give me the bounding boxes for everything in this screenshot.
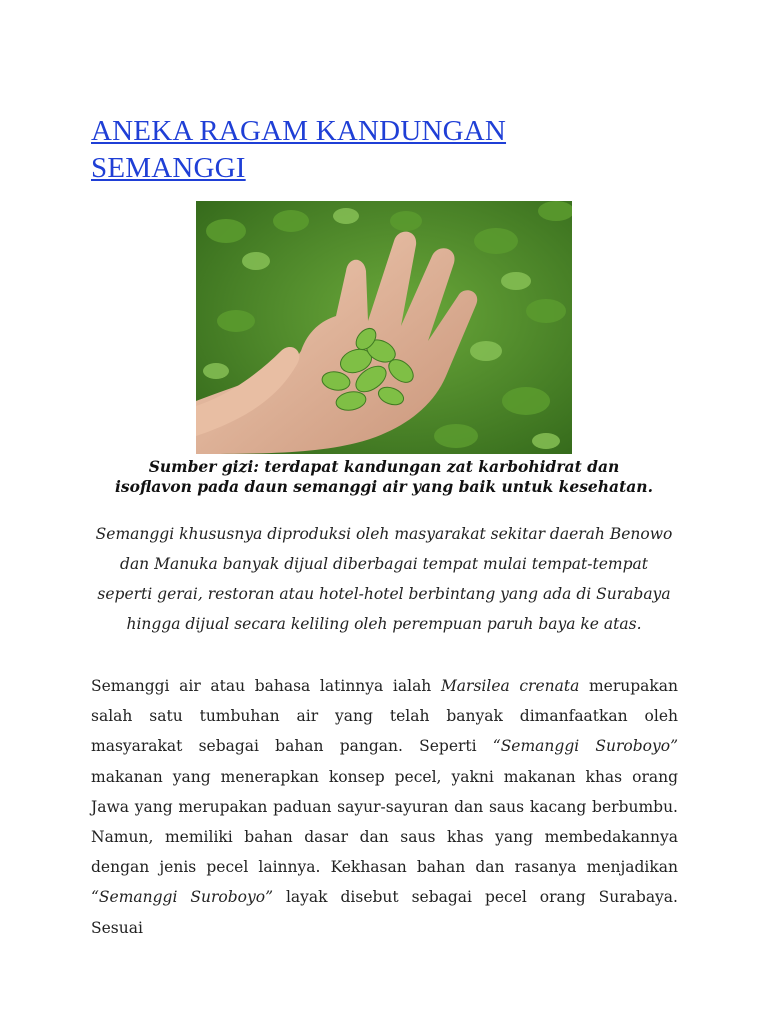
hand-holding-leaves-image bbox=[196, 201, 572, 454]
image-caption bbox=[80, 457, 688, 497]
semanggi-photo bbox=[196, 201, 572, 454]
quote-line: dan Manuka banyak dijual diberbagai tempat mulai tempat-tempat bbox=[120, 555, 648, 573]
quote-line: hingga dijual secara keliling oleh perempuan paruh baya ke atas. bbox=[126, 615, 642, 633]
body-text: merupakan salah satu tumbuhan air yang telah banyak dimanfaatkan oleh masyarakat sebagai bahan pangan. Seperti bbox=[91, 677, 679, 756]
body-text: makanan yang menerapkan konsep pecel, yakni makanan khas orang Jawa yang merupakan paduan sayur-sayuran dan saus kacang berbumbu. Namun, memiliki bahan dasar dan saus khas yang membedakannya dengan jenis pecel lainnya. Kekhasan bahan dan rasanya menjadikan bbox=[91, 767, 678, 877]
dish-name: “Semanggi Suroboyo” bbox=[492, 737, 678, 756]
title-line-2[interactable]: SEMANGGI bbox=[91, 152, 246, 184]
body-text: layak disebut sebagai pecel orang Surabaya. Sesuai bbox=[91, 888, 678, 937]
caption-line-1: Sumber gizi: terdapat kandungan zat karbohidrat dan bbox=[148, 457, 620, 476]
latin-name: Marsilea crenata bbox=[440, 677, 580, 695]
quote-line: seperti gerai, restoran atau hotel-hotel berbintang yang ada di Surabaya bbox=[97, 585, 671, 603]
caption-line-2: isoflavon pada daun semanggi air yang baik untuk kesehatan. bbox=[115, 477, 653, 496]
pull-quote bbox=[80, 519, 688, 639]
article-title[interactable] bbox=[91, 113, 691, 187]
body-text: Semanggi air atau bahasa latinnya ialah bbox=[91, 677, 441, 695]
body-paragraph bbox=[91, 671, 678, 943]
quote-line: Semanggi khususnya diproduksi oleh masyarakat sekitar daerah Benowo bbox=[95, 525, 673, 543]
title-line-1[interactable]: ANEKA RAGAM KANDUNGAN bbox=[91, 115, 507, 147]
dish-name: “Semanggi Suroboyo” bbox=[91, 888, 273, 907]
